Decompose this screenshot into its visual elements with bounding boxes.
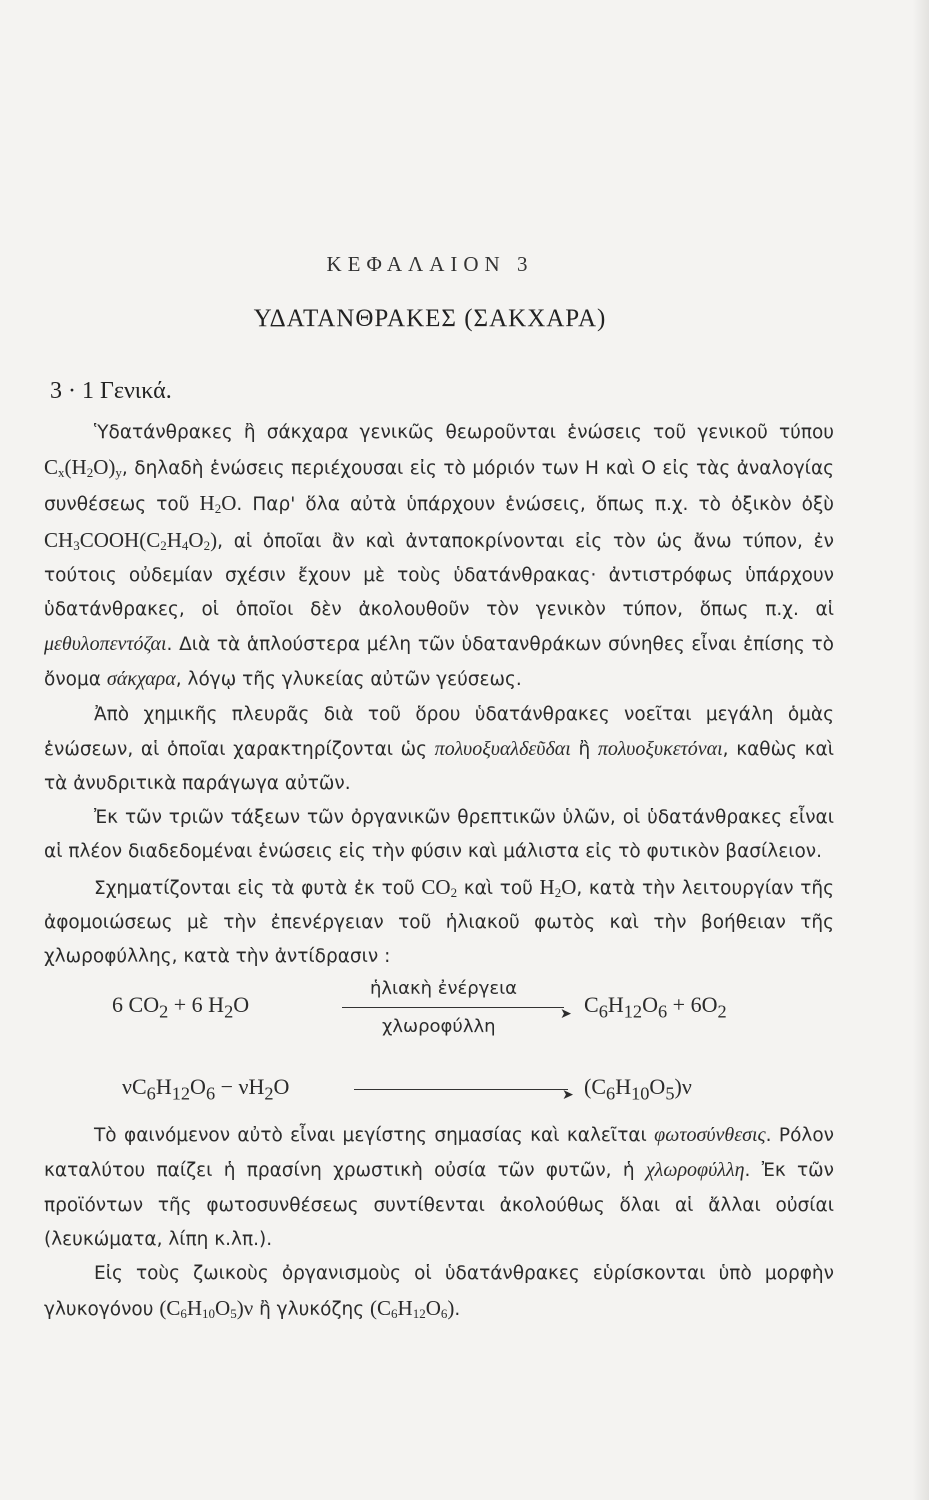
paragraph-2: Ἀπὸ χημικῆς πλευρᾶς διὰ τοῦ ὅρου ὑδατάνθρακες νοεῖται μεγάλη ὁμὰς ἑνώσεων, αἱ ὁποῖαι χαρακτηρίζονται ὡς πολυοξυαλδεῦδαι ἢ πολυοξυκετόναι, καθὼς καὶ τὰ ἀνυδριτικὰ παράγωγα αὐτῶν.: [44, 703, 834, 795]
equation2-products: $(C_6H_{10}O_5)\nu$: [584, 1074, 692, 1104]
term-sakchara: σάκχαρα: [106, 668, 176, 691]
chapter-label: ΚΕΦΑΛΑΙΟΝ 3: [326, 252, 534, 276]
formula-glycogen: $(C_6H_{10}O_5)\nu$: [159, 1296, 254, 1322]
formula-h2o: $H_2O$: [539, 874, 577, 900]
paragraph-1: Ὑδατάνθρακες ἢ σάκχαρα γενικῶς θεωροῦνται ἑνώσεις τοῦ γενικοῦ τύπου $C_x(H_2O)_y$, δηλαδὴ ἑνώσεις περιέχουσαι εἰς τὸ μόριόν των H καὶ O εἰς τὰς ἀναλογίας συνθέσεως τοῦ $H_2O$. Παρ' ὅλα αὐτὰ ὑπάρχουν ἑνώσεις, ὅπως π.χ. τὸ ὀξικὸν ὀξὺ $CH_3COOH(C_2H_4O_2)$, αἱ ὁποῖαι ἂν καὶ ἀνταποκρίνονται εἰς τὸν ὡς ἄνω τύπον, ἐν τούτοις οὐδεμίαν σχέσιν ἔχουν μὲ τοὺς ὑδατάνθρακας· ἀντιστρόφως ὑπάρχουν ὑδατάνθρακες, οἱ ὁποῖοι δὲν ἀκολουθοῦν τὸν γενικὸν τύπον, ὅπως π.χ. αἱ μεθυλοπεντόζαι. Διὰ τὰ ἁπλούστερα μέλη τῶν ὑδατανθράκων σύνηθες εἶναι ἐπίσης τὸ ὄνομα σάκχαρα, λόγῳ τῆς γλυκείας αὐτῶν γεύσεως.: [44, 422, 834, 691]
arrow-right-icon: ➤: [560, 1006, 572, 1023]
photosynthesis-equation: [44, 974, 834, 1070]
section-heading: 3 · 1 Γενικά.: [50, 378, 172, 404]
body-text: [44, 416, 834, 1327]
equation1-condition-energy: ἡλιακὴ ἐνέργεια: [370, 978, 518, 1000]
arrow-right-icon: ➤: [562, 1087, 574, 1104]
formula-acetic-acid: $CH_3COOH(C_2H_4O_2)$: [44, 527, 218, 553]
paragraph-3: Ἐκ τῶν τριῶν τάξεων τῶν ὀργανικῶν θρεπτικῶν ὑλῶν, οἱ ὑδατάνθρακες εἶναι αἱ πλέον διαδεδομέναι ἑνώσεις εἰς τὴν φύσιν καὶ μάλιστα εἰς τὸ φυτικὸν βασίλειον.: [44, 807, 834, 863]
equation1-arrow-line: [342, 1007, 564, 1008]
page-edge-shadow: [913, 0, 929, 1500]
paragraph-4: Σχηματίζονται εἰς τὰ φυτὰ ἐκ τοῦ $CO_2$ καὶ τοῦ $H_2O$, κατὰ τὴν λειτουργίαν τῆς ἀφομοιώσεως μὲ τὴν ἐπενέργειαν τοῦ ἡλιακοῦ φωτὸς καὶ τὴν βοήθειαν τῆς χλωροφύλλης, κατὰ τὴν ἀντίδρασιν :: [44, 874, 834, 968]
equation1-products: $C_6H_{12}O_6 + 6O_2$: [584, 992, 727, 1022]
formula-co2: $CO_2$: [421, 874, 458, 900]
polymerization-equation: [44, 1070, 834, 1118]
paragraph-6: Εἰς τοὺς ζωικοὺς ὀργανισμοὺς οἱ ὑδατάνθρακες εὑρίσκονται ὑπὸ μορφὴν γλυκογόνου $(C_6H_{10}O_5)\nu$ ἢ γλυκόζης $(C_6H_{12}O_6)$.: [44, 1263, 834, 1322]
formula-glucose: $(C_6H_{12}O_6)$: [370, 1296, 455, 1322]
equation2-arrow-line: [354, 1089, 568, 1090]
term-chlorophyll: χλωροφύλλη: [645, 1159, 745, 1182]
chapter-title: ΥΔΑΤΑΝΘΡΑΚΕΣ (ΣΑΚΧΑΡΑ): [253, 305, 607, 332]
term-polyoxyaldehydes: πολυοξυαλδεῦδαι: [434, 737, 571, 760]
equation1-reactants: 6 $CO_2 + 6$ $H_2O$: [112, 992, 250, 1022]
formula-general: $C_x(H_2O)_y$: [44, 455, 122, 481]
term-polyoxyketones: πολυοξυκετόναι: [597, 737, 723, 760]
equation2-reactants: $\nu C_6H_{12}O_6 - \nu H_2O$: [122, 1074, 290, 1104]
equation1-arrow: [342, 974, 578, 1044]
term-photosynthesis: φωτοσύνθεσις: [654, 1124, 766, 1147]
paragraph-5: Τὸ φαινόμενον αὐτὸ εἶναι μεγίστης σημασίας καὶ καλεῖται φωτοσύνθεσις. Ρόλον καταλύτου παίζει ἡ πρασίνη χρωστικὴ οὐσία τῶν φυτῶν, ἡ χλωροφύλλη. Ἐκ τῶν προϊόντων τῆς φωτοσυνθέσεως συντίθενται ἀκολούθως ὅλαι αἱ ἄλλαι οὐσίαι (λευκώματα, λίπη κ.λπ.).: [44, 1124, 834, 1250]
formula-water: $H_2O$: [199, 491, 237, 517]
term-methylpentoses: μεθυλοπεντόζαι: [44, 633, 167, 656]
equation1-condition-catalyst: χλωροφύλλη: [382, 1016, 496, 1038]
